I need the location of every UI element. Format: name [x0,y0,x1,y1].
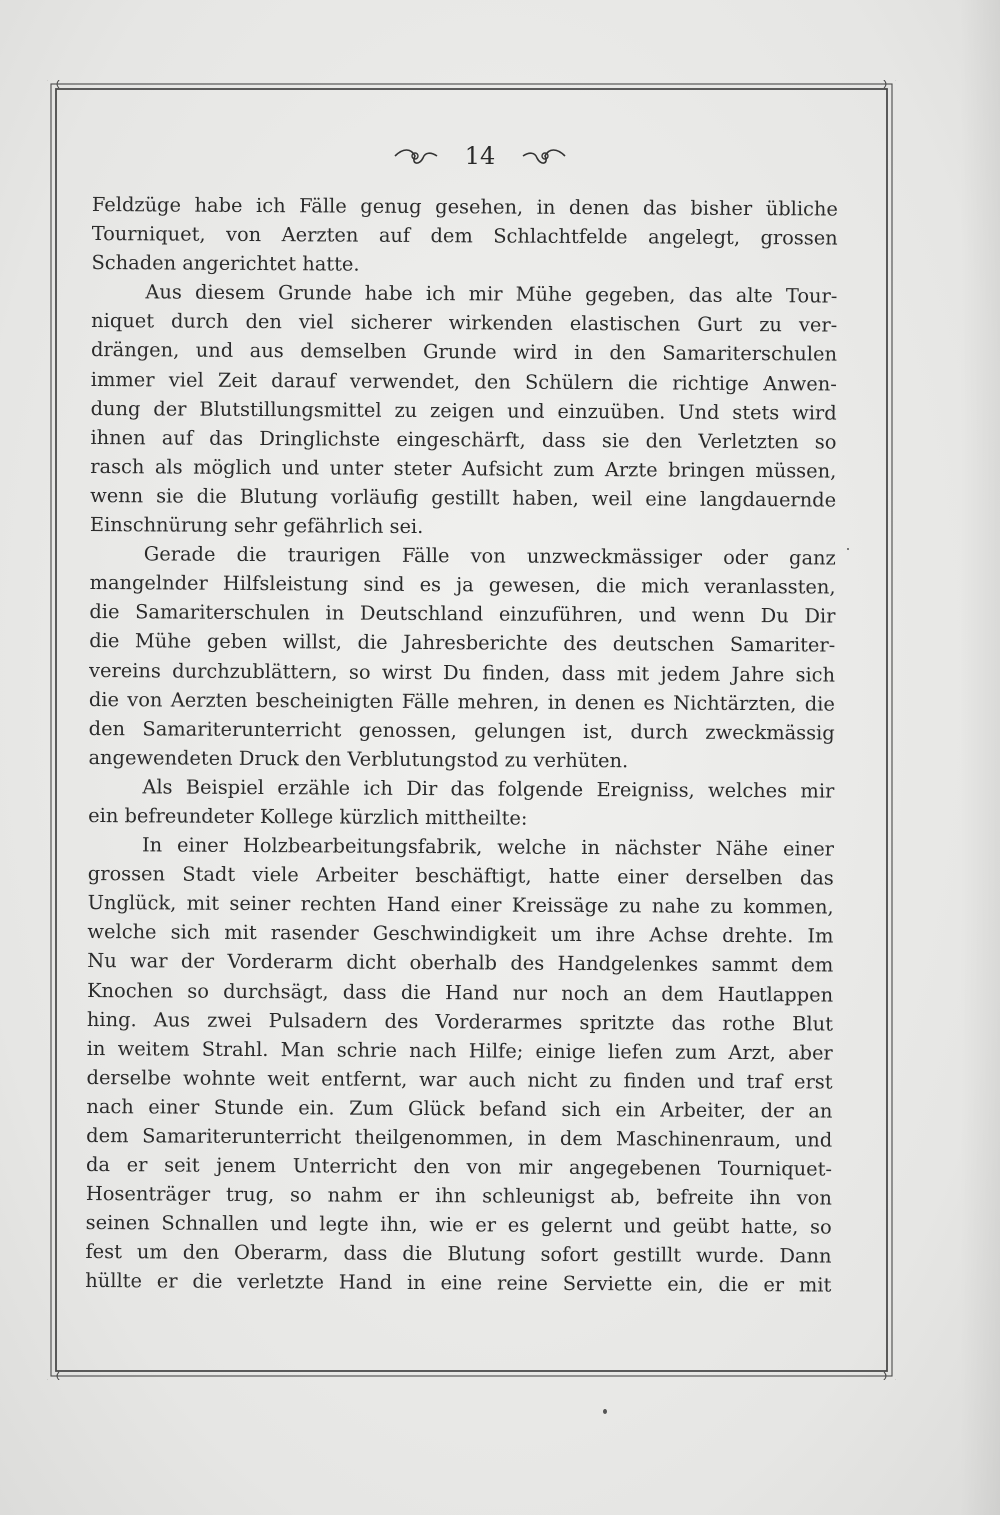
text-line: den Samariterunterricht genossen, gelungen ist, durch zweckmässig [88,716,835,745]
paper-speck [603,1409,607,1414]
paper-speck [847,548,849,550]
text-line: Feldzüge habe ich Fälle genug gesehen, in denen das bisher übliche [91,192,838,221]
left-flourish-icon [393,144,439,168]
text-line: Knochen so durchsägt, dass die Hand nur noch an dem Hautlappen [87,978,834,1007]
text-line: hüllte er die verletzte Hand in eine reine Serviette ein, die er mit [85,1269,832,1298]
text-line: seinen Schnallen und legte ihn, wie er es gelernt und geübt hatte, so [85,1211,832,1239]
text-line: rasch als möglich und unter steter Aufsicht zum Arzte bringen müssen, [90,454,837,483]
text-line: welche sich mit rasender Geschwindigkeit um ihre Achse drehte. Im [87,920,834,948]
page-edge-shadow [960,0,1000,1515]
paragraph [88,772,834,835]
text-line: Tourniquet, von Aerzten auf dem Schlachtfelde angelegt, grossen [91,222,838,250]
text-line: Einschnürung sehr gefährlich sei. [89,513,424,539]
page-header [0,140,960,170]
text-line: immer viel Zeit darauf verwendet, den Schülern die richtige Anwen- [90,367,837,396]
text-line: die Samariterschulen in Deutschland einzuführen, und wenn Du Dir [89,600,836,628]
text-line: mangelnder Hilfsleistung sind es ja gewesen, die mich veranlassten, [89,571,836,599]
text-line: Schaden angerichtet hatte. [91,251,360,276]
text-line: ihnen auf das Dringlichste eingeschärft, dass sie den Verletzten so [90,425,837,454]
text-line: Als Beispiel erzähle ich Dir das folgende Ereigniss, welches mir [142,775,835,803]
paragraph [90,277,838,543]
text-line: Unglück, mit seiner rechten Hand einer Kreissäge zu nahe zu kommen, [87,891,834,919]
paragraph [91,190,838,282]
text-line: fest um den Oberarm, dass die Blutung sofort gestillt wurde. Dann [85,1240,832,1268]
text-line: angewendeten Druck den Verblutungstod zu verhüten. [88,745,629,773]
text-line: dem Samariterunterricht theilgenommen, in dem Maschinenraum, und [86,1123,833,1152]
text-line: die von Aerzten bescheinigten Fälle mehren, in denen es Nichtärzten, die [88,687,835,716]
page-number: 14 [464,141,496,170]
text-line: die Mühe geben willst, die Jahresberichte des deutschen Samariter- [89,629,836,657]
text-line: wenn sie die Blutung vorläufig gestillt haben, weil eine langdauernde [90,483,837,512]
text-line: Aus diesem Grunde habe ich mir Mühe gegeben, das alte Tour- [145,280,838,308]
paragraph [88,539,835,776]
text-line: grossen Stadt viele Arbeiter beschäftigt, hatte einer derselben das [87,862,834,890]
text-line: nach einer Stunde ein. Zum Glück befand sich ein Arbeiter, der an [86,1094,833,1123]
text-line: ein befreundeter Kollege kürzlich mittheilte: [88,803,528,830]
text-line: derselbe wohnte weit entfernt, war auch nicht zu finden und traf erst [86,1065,833,1094]
text-line: vereins durchzublättern, so wirst Du finden, dass mit jedem Jahre sich [88,658,836,687]
text-line: Nu war der Vorderarm dicht oberhalb des Handgelenkes sammt dem [87,949,834,977]
text-line: drängen, und aus demselben Grunde wird in den Samariterschulen [90,338,838,367]
right-flourish-icon [521,144,567,168]
body-text [85,190,838,1300]
text-line: in weitem Strahl. Man schrie nach Hilfe; einige liefen zum Arzt, aber [86,1036,833,1065]
text-line: dung der Blutstillungsmittel zu zeigen und einzuüben. Und stets wird [90,396,837,425]
text-line: Hosenträger trug, so nahm er ihn schleunigst ab, befreite ihn von [85,1182,832,1210]
text-line: In einer Holzbearbeitungsfabrik, welche in nächster Nähe einer [141,833,835,861]
text-line: hing. Aus zwei Pulsadern des Vorderarmes spritzte das rothe Blut [86,1007,833,1036]
text-line: niquet durch den viel sicherer wirkenden elastischen Gurt zu ver- [91,309,838,337]
text-line: Gerade die traurigen Fälle von unzweckmässiger oder ganz [143,542,836,570]
paragraph [85,830,834,1300]
text-line: da er seit jenem Unterricht den von mir angegebenen Tourniquet- [85,1153,833,1181]
